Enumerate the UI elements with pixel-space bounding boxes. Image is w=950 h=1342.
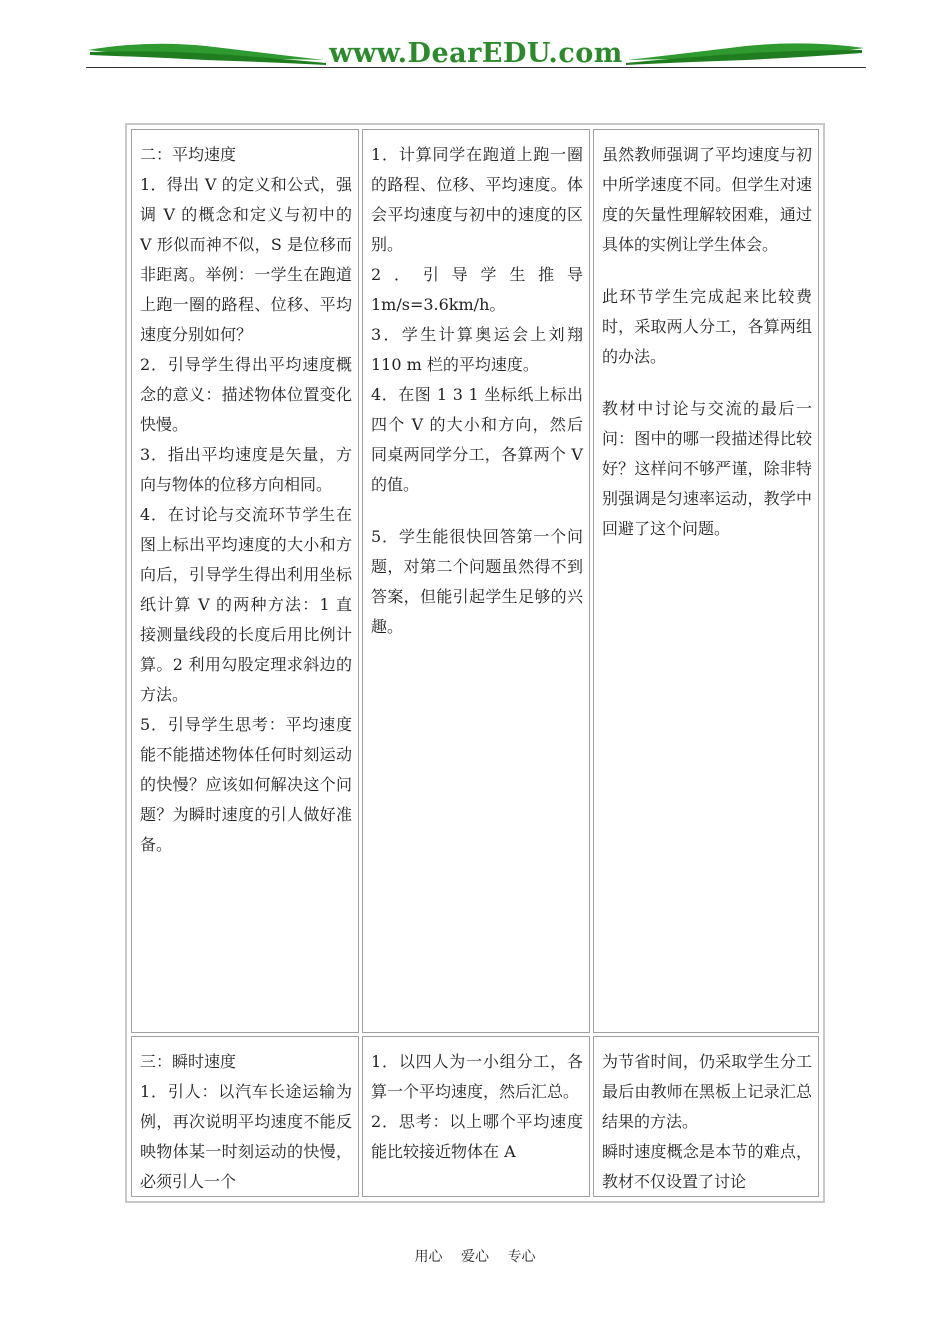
site-header (86, 36, 866, 76)
row1-col2-p0: 1．计算同学在跑道上跑一圈的路程、位移、平均速度。体会平均速度与初中的速度的区别。 (371, 145, 583, 254)
header-rule (86, 67, 866, 68)
row2-col1-p0: 三：瞬时速度 (140, 1052, 237, 1071)
row1-reflection (593, 129, 819, 1033)
row1-col2-p2: 3．学生计算奥运会上刘翔 110 m 栏的平均速度。 (371, 325, 583, 374)
row1-col1-p2: 2．引导学生得出平均速度概念的意义：描述物体位置变化快慢。 (140, 355, 352, 434)
row1-teaching-content (131, 129, 359, 1033)
row2-reflection (593, 1036, 819, 1197)
row2-col1-p1: 1．引人：以汽车长途运输为例，再次说明平均速度不能反映物体某一时刻运动的快慢，必须引人一个 (140, 1082, 352, 1191)
row1-col1-p4: 4．在讨论与交流环节学生在图上标出平均速度的大小和方向后，引导学生得出利用坐标纸计算 V 的两种方法：1 直接测量线段的长度后用比例计算。2 利用勾股定理求斜边的方法。 (140, 505, 352, 704)
row1-col3-p1: 此环节学生完成起来比较费时，采取两人分工，各算两组的办法。 (602, 287, 812, 366)
row1-col3-p2: 教材中讨论与交流的最后一问：图中的哪一段描述得比较好？这样问不够严谨，除非特别强调是匀速率运动，教学中回避了这个问题。 (602, 399, 812, 538)
row1-col2-p3: 4．在图 1 3 1 坐标纸上标出四个 V 的大小和方向，然后同桌两同学分工，各算两个 V 的值。 (371, 385, 583, 494)
row2-col3-p1: 瞬时速度概念是本节的难点，教材不仅设置了讨论 (602, 1142, 812, 1191)
row1-col2-p1: 2．引导学生推导 1m/s=3.6km/h。 (371, 265, 583, 314)
row2-col2-p0: 1．以四人为一小组分工，各算一个平均速度，然后汇总。 (371, 1052, 583, 1101)
row2-teaching-content (131, 1036, 359, 1197)
row1-col1-p0: 二：平均速度 (140, 145, 237, 164)
row1-col1-p3: 3．指出平均速度是矢量，方向与物体的位移方向相同。 (140, 445, 352, 494)
row1-col1-p1: 1．得出 V 的定义和公式，强调 V 的概念和定义与初中的 V 形似而神不似，S 是位移而非距离。举例：一学生在跑道上跑一圈的路程、位移、平均速度分别如何？ (140, 175, 352, 344)
row1-col2-p4: 5．学生能很快回答第一个问题，对第二个问题虽然得不到答案，但能引起学生足够的兴趣。 (371, 527, 583, 636)
row1-student-activity (362, 129, 590, 1033)
row1-col1-p5: 5．引导学生思考：平均速度能不能描述物体任何时刻运动的快慢？应该如何解决这个问题？为瞬时速度的引人做好准备。 (140, 715, 352, 854)
site-logo-text: www.DearEDU.com (329, 38, 623, 69)
row2-col3-p0: 为节省时间，仍采取学生分工最后由教师在黑板上记录汇总结果的方法。 (602, 1052, 812, 1131)
row1-col3-p0: 虽然教师强调了平均速度与初中所学速度不同。但学生对速度的矢量性理解较困难，通过具体的实例让学生体会。 (602, 145, 812, 254)
page-footer: 用心 爱心 专心 (414, 1249, 536, 1265)
row2-col2-p1: 2．思考：以上哪个平均速度能比较接近物体在 A (371, 1112, 583, 1161)
row2-student-activity (362, 1036, 590, 1197)
